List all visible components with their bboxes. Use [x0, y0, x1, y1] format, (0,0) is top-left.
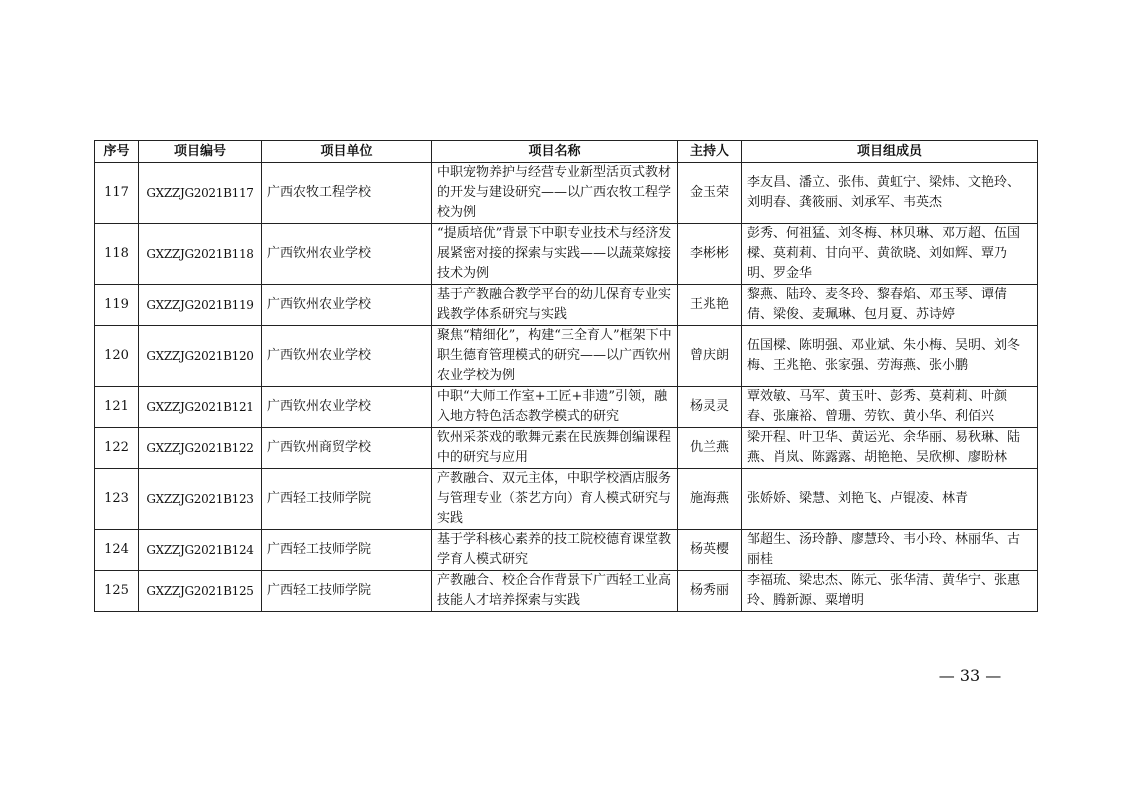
row-serial: 121	[95, 387, 139, 428]
row-leader: 施海燕	[678, 469, 742, 530]
row-project-name: 钦州采茶戏的歌舞元素在民族舞创编课程中的研究与应用	[432, 428, 678, 469]
row-unit: 广西轻工技师学院	[262, 571, 432, 612]
row-unit: 广西钦州商贸学校	[262, 428, 432, 469]
row-code: GXZZJG2021B125	[139, 571, 262, 612]
row-code: GXZZJG2021B120	[139, 326, 262, 387]
row-code: GXZZJG2021B122	[139, 428, 262, 469]
row-unit: 广西农牧工程学校	[262, 163, 432, 224]
row-serial: 122	[95, 428, 139, 469]
row-members: 伍国樑、陈明强、邓业斌、朱小梅、吴明、刘冬梅、王兆艳、张家强、劳海燕、张小鹏	[742, 326, 1038, 387]
row-leader: 杨灵灵	[678, 387, 742, 428]
row-serial: 120	[95, 326, 139, 387]
header-row	[95, 141, 1038, 163]
row-members: 张娇娇、梁慧、刘艳飞、卢锟凌、林青	[742, 469, 1038, 530]
table-row	[95, 326, 1038, 387]
row-members: 梁开程、叶卫华、黄运光、余华丽、易秋琳、陆燕、肖岚、陈露露、胡艳艳、吴欣柳、廖盼林	[742, 428, 1038, 469]
row-project-name: 基于学科核心素养的技工院校德育课堂教学育人模式研究	[432, 530, 678, 571]
row-unit: 广西轻工技师学院	[262, 469, 432, 530]
row-serial: 124	[95, 530, 139, 571]
row-unit: 广西钦州农业学校	[262, 285, 432, 326]
row-project-name: 聚焦“精细化”，构建“三全育人”框架下中职生德育管理模式的研究——以广西钦州农业学校为例	[432, 326, 678, 387]
row-code: GXZZJG2021B121	[139, 387, 262, 428]
row-members: 覃效敏、马军、黄玉叶、彭秀、莫莉莉、叶颜春、张廉裕、曾珊、劳钦、黄小华、利佰兴	[742, 387, 1038, 428]
row-leader: 曾庆朗	[678, 326, 742, 387]
table-row	[95, 469, 1038, 530]
row-project-name: 中职“大师工作室+工匠+非遗”引领，融入地方特色活态教学模式的研究	[432, 387, 678, 428]
row-code: GXZZJG2021B123	[139, 469, 262, 530]
row-leader: 仇兰燕	[678, 428, 742, 469]
row-members: 彭秀、何祖猛、刘冬梅、林贝琳、邓万超、伍国樑、莫莉莉、甘向平、黄欲晓、刘如辉、覃乃明、罗金华	[742, 224, 1038, 285]
row-members: 黎燕、陆玲、麦冬玲、黎春焰、邓玉琴、谭倩倩、梁俊、麦珮琳、包月夏、苏诗婷	[742, 285, 1038, 326]
header-code: 项目编号	[139, 141, 262, 163]
row-serial: 125	[95, 571, 139, 612]
row-code: GXZZJG2021B118	[139, 224, 262, 285]
page-number: — 33 —	[938, 666, 1002, 685]
row-leader: 王兆艳	[678, 285, 742, 326]
row-serial: 119	[95, 285, 139, 326]
project-table	[94, 140, 1038, 612]
row-members: 李友昌、潘立、张伟、黄虹宁、梁炜、文艳玲、刘明春、龚筱丽、刘承军、韦英杰	[742, 163, 1038, 224]
table-row	[95, 285, 1038, 326]
row-project-name: 产教融合、校企合作背景下广西轻工业高技能人才培养探索与实践	[432, 571, 678, 612]
row-code: GXZZJG2021B117	[139, 163, 262, 224]
row-unit: 广西轻工技师学院	[262, 530, 432, 571]
row-project-name: “提质培优”背景下中职专业技术与经济发展紧密对接的探索与实践——以蔬菜嫁接技术为例	[432, 224, 678, 285]
header-serial: 序号	[95, 141, 139, 163]
table-row	[95, 224, 1038, 285]
row-unit: 广西钦州农业学校	[262, 387, 432, 428]
row-members: 邹超生、汤玲静、廖慧玲、韦小玲、林丽华、古丽桂	[742, 530, 1038, 571]
row-unit: 广西钦州农业学校	[262, 224, 432, 285]
row-serial: 123	[95, 469, 139, 530]
row-project-name: 基于产教融合教学平台的幼儿保育专业实践教学体系研究与实践	[432, 285, 678, 326]
row-code: GXZZJG2021B119	[139, 285, 262, 326]
row-leader: 杨秀丽	[678, 571, 742, 612]
row-serial: 118	[95, 224, 139, 285]
row-serial: 117	[95, 163, 139, 224]
header-project-name: 项目名称	[432, 141, 678, 163]
table-row	[95, 428, 1038, 469]
row-project-name: 产教融合、双元主体，中职学校酒店服务与管理专业（茶艺方向）育人模式研究与实践	[432, 469, 678, 530]
row-code: GXZZJG2021B124	[139, 530, 262, 571]
row-members: 李福琉、梁忠杰、陈元、张华清、黄华宁、张惠玲、腾新源、粟增明	[742, 571, 1038, 612]
table-row	[95, 571, 1038, 612]
row-leader: 李彬彬	[678, 224, 742, 285]
row-unit: 广西钦州农业学校	[262, 326, 432, 387]
row-leader: 杨英樱	[678, 530, 742, 571]
table-row	[95, 387, 1038, 428]
table-row	[95, 163, 1038, 224]
row-leader: 金玉荣	[678, 163, 742, 224]
header-leader: 主持人	[678, 141, 742, 163]
row-project-name: 中职宠物养护与经营专业新型活页式教材的开发与建设研究——以广西农牧工程学校为例	[432, 163, 678, 224]
header-unit: 项目单位	[262, 141, 432, 163]
header-members: 项目组成员	[742, 141, 1038, 163]
table-row	[95, 530, 1038, 571]
